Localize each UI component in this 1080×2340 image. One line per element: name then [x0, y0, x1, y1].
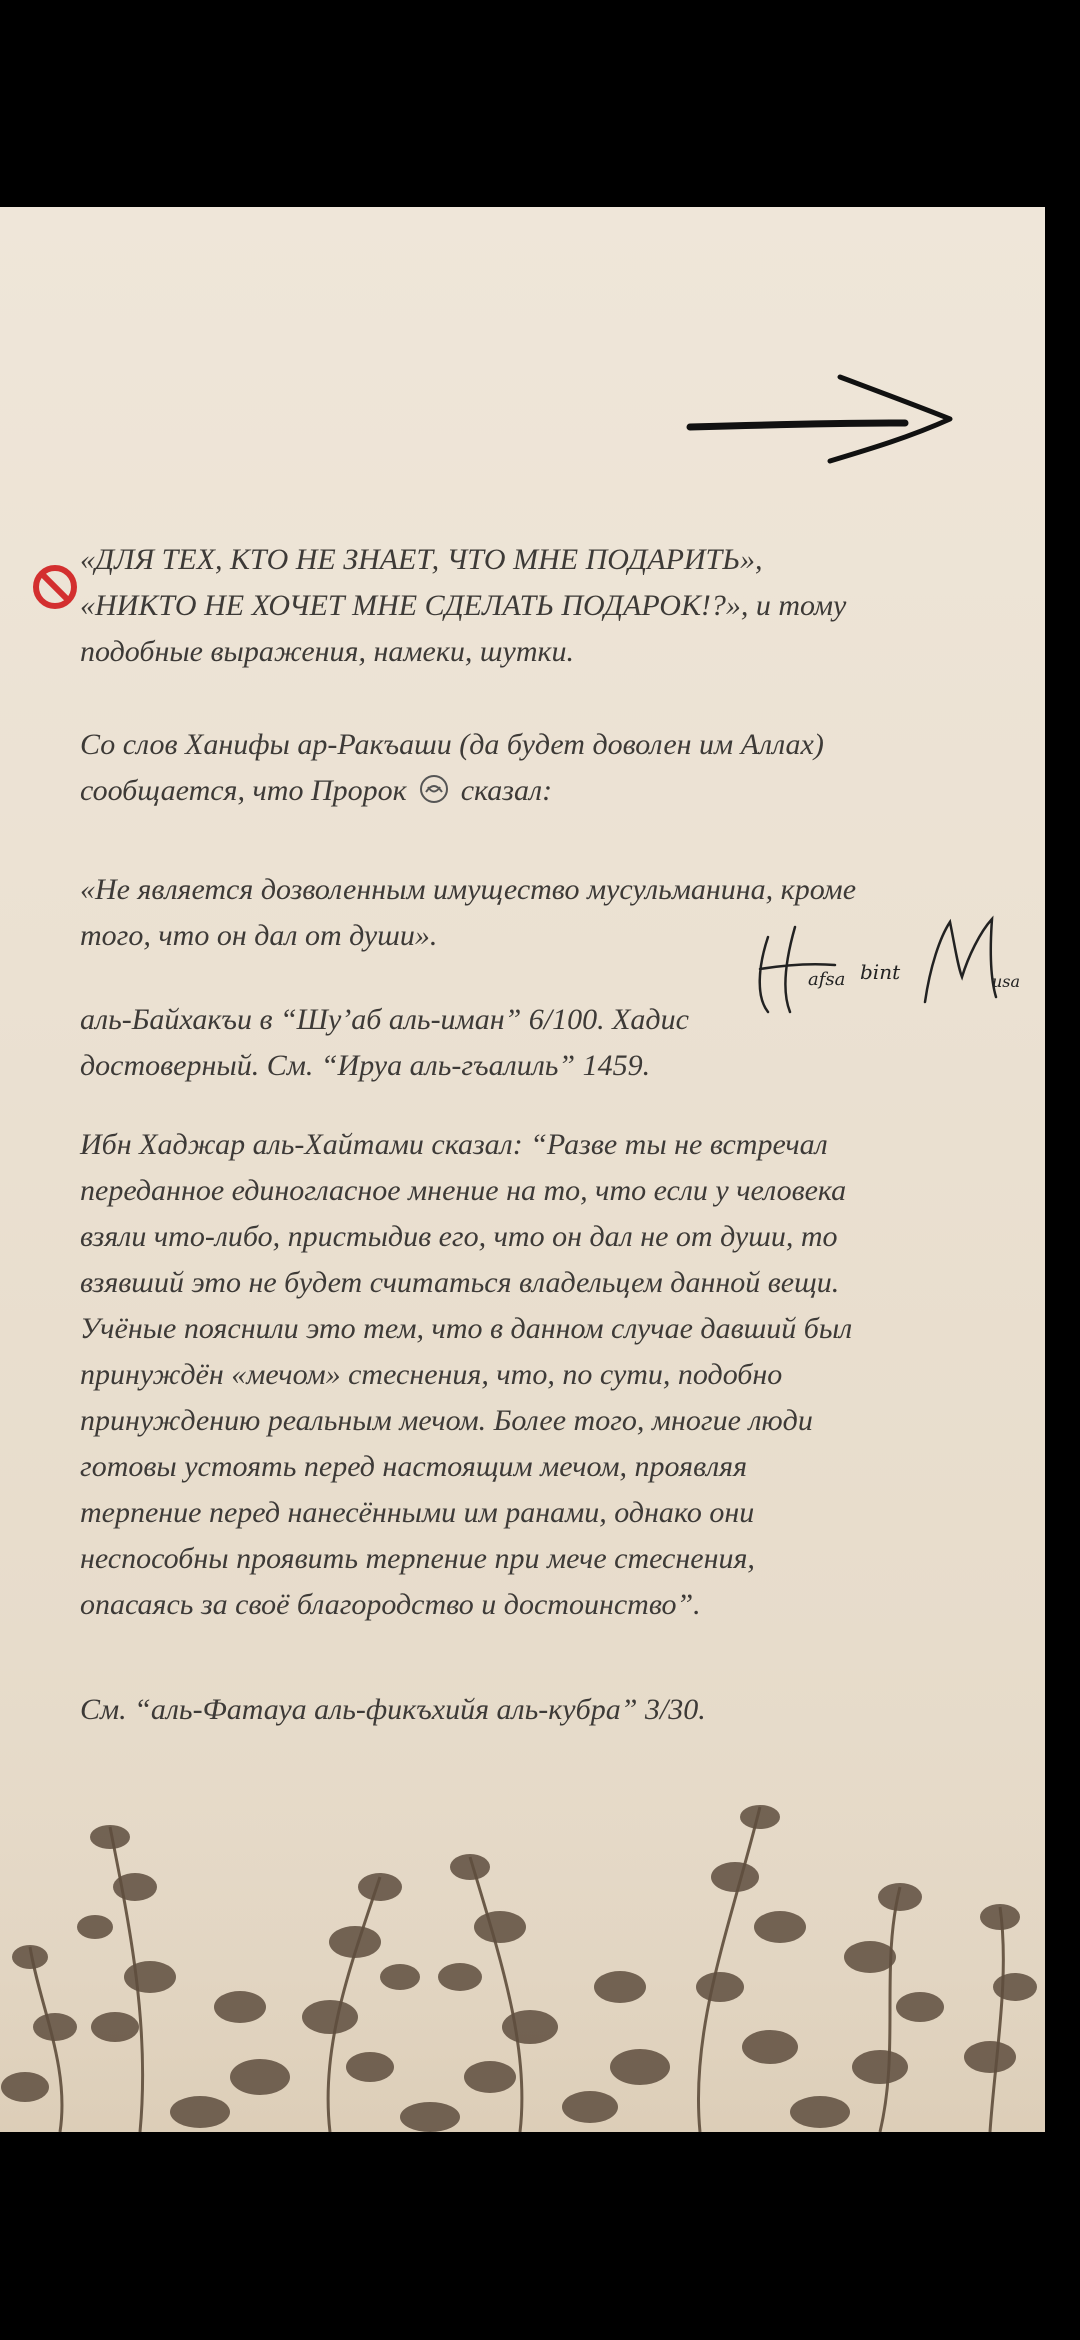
quote-line: Ибн Хаджар аль-Хайтами сказал: “Разве ты не встречал: [80, 1128, 828, 1161]
quote-line: готовы устоять перед настоящим мечом, проявляя: [80, 1450, 748, 1483]
arrow-right-icon: [680, 357, 970, 467]
header-line-2-caps: «НИКТО НЕ ХОЧЕТ МНЕ СДЕЛАТЬ ПОДАРОК!?»: [80, 589, 741, 622]
source-block: [80, 997, 1030, 1089]
quote-line: Учёные пояснили это тем, что в данном случае давший был: [80, 1312, 853, 1345]
quote-line: принуждён «мечом» стеснения, что, по сути, подобно: [80, 1358, 783, 1391]
svg-text:usa: usa: [992, 972, 1021, 991]
header-line-2-rest: , и тому: [740, 589, 847, 622]
plants-decoration: [0, 1727, 1045, 2132]
narration-line-1: Со слов Ханифы ар-Ракъаши (да будет доволен им Аллах): [80, 728, 824, 761]
quote-line: неспособны проявить терпение при мече стеснения,: [80, 1542, 755, 1575]
header-block: [80, 537, 1030, 675]
quote-line: терпение перед нанесёнными им ранами, однако они: [80, 1496, 755, 1529]
header-line-1: «ДЛЯ ТЕХ, КТО НЕ ЗНАЕТ, ЧТО МНЕ ПОДАРИТЬ»,: [80, 543, 763, 576]
narration-line-2a: сообщается, что Пророк: [80, 774, 407, 807]
quote-line: опасаясь за своё благородство и достоинство”.: [80, 1588, 701, 1621]
hadith-line-2: того, что он дал от души».: [80, 919, 438, 952]
hadith-line-1: «Не является дозволенным имущество мусульманина, кроме: [80, 873, 857, 906]
document-page: [0, 207, 1045, 2132]
narration-line-2b: сказал:: [460, 774, 553, 807]
quote-line: взяли что-либо, пристыдив его, что он дал не от души, то: [80, 1220, 838, 1253]
quote-block: [80, 1122, 1030, 1628]
header-line-2: [80, 583, 1030, 629]
salawat-icon: [417, 772, 451, 806]
narration-line-2: [80, 768, 1030, 814]
source-line-1: аль-Байхакъи в “Шу’аб аль-иман” 6/100. Хадис: [80, 1003, 689, 1036]
quote-line: принуждению реальным мечом. Более того, многие люди: [80, 1404, 813, 1437]
svg-text:afsa: afsa: [808, 969, 846, 990]
svg-text:bint: bint: [860, 960, 901, 984]
quote-line: взявший это не будет считаться владельцем данной вещи.: [80, 1266, 840, 1299]
quote-line: переданное единогласное мнение на то, что если у человека: [80, 1174, 847, 1207]
source-line-2: достоверный. См. “Ируа аль-гъалиль” 1459.: [80, 1049, 651, 1082]
narration-block: [80, 722, 1030, 814]
prohibited-icon: [30, 562, 80, 612]
reference-line: См. “аль-Фатауа аль-фикъхийя аль-кубра” 3/30.: [80, 1693, 706, 1726]
header-line-3: подобные выражения, намеки, шутки.: [80, 635, 575, 668]
